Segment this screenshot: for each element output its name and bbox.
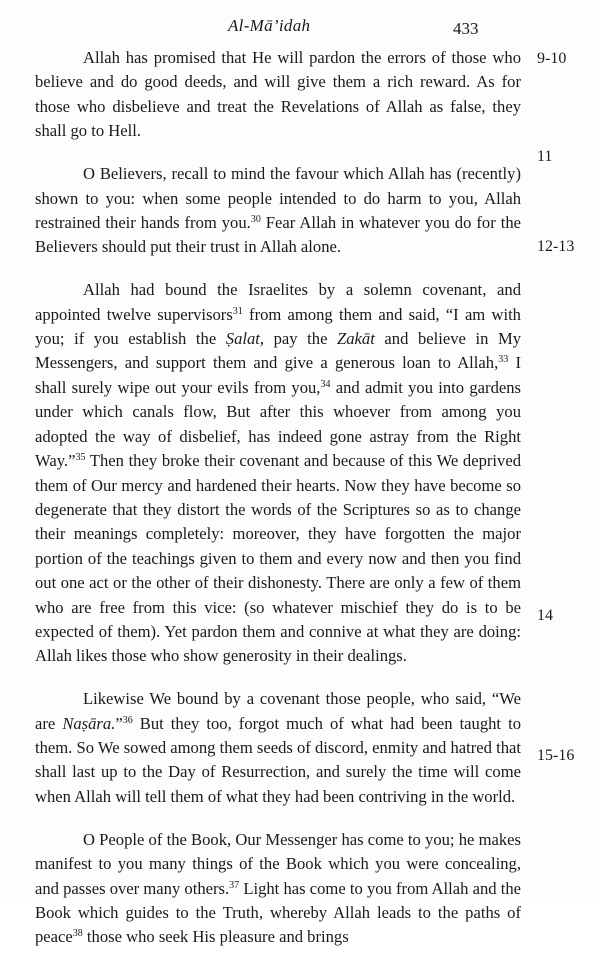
paragraph-text: Light has come to you from Allah and the Book which guides to the Truth, whereby Allah leads to the paths of peace <box>35 878 521 947</box>
paragraph-text: O Believers, recall to mind the favour which Allah has (recently) shown to you: when some people intended to do harm to you, Allah restrained their hands from you. <box>35 164 521 232</box>
paragraph-text: Then they broke their covenant and because of this We deprived them of Our mercy and hardened their hearts. Now they have become so degenerate that they distort the words of the Scriptures so as to change their meanings completely: moreover, they have forgotten the major portion of the teachings given to them and every now and then you find out one act or the other of their dishonesty. There are only a few of them who are free from this vice: (so whatever mischief they do is to be expected of them). Yet pardon them and connive at what they are doing: Allah likes those who show generosity in their dealings. <box>35 451 521 666</box>
paragraph-verses-15-16 <box>35 828 521 950</box>
paragraph-text: those who seek His pleasure and brings <box>82 927 349 947</box>
paragraph-text: and believe in My Messengers, and support them and give a generous loan to Allah, <box>35 329 521 373</box>
paragraph-text: ” <box>115 713 123 733</box>
footnote-marker: 36 <box>122 714 133 726</box>
footnote-marker: 38 <box>72 928 83 940</box>
paragraph-text: pay the <box>264 329 338 349</box>
paragraph-verse-11 <box>35 162 521 260</box>
verse-ref-14: 14 <box>537 607 553 624</box>
verse-ref-9-10: 9-10 <box>537 50 567 67</box>
running-head-surah-title: Al-Mā’idah <box>228 16 311 35</box>
verse-ref-12-13: 12-13 <box>537 238 575 255</box>
italic-term-nasara: Naṣāra. <box>62 713 116 733</box>
footnote-marker: 31 <box>232 305 243 317</box>
paragraph-text: Allah has promised that He will pardon the errors of those who believe and do good deeds, and will give them a rich reward. As for those who disbelieve and treat the Revelations of Allah as false, they shall go to Hell. <box>35 48 521 141</box>
footnote-marker: 35 <box>75 452 86 464</box>
page-number: 433 <box>453 19 479 38</box>
footnote-marker: 34 <box>320 378 331 390</box>
paragraph-text: from among them and said, “I am with you; if you establish the <box>35 304 521 349</box>
paragraph-verses-12-13 <box>35 278 521 669</box>
verse-ref-11: 11 <box>537 148 553 165</box>
paragraph-text: But they too, forgot much of what had been taught to them. So We sowed among them seeds of discord, enmity and hatred that shall last up to the Day of Resurrection, and surely the time will come when Allah will tell them of what they had been contriving in the world. <box>35 713 521 806</box>
footnote-marker: 37 <box>229 879 240 891</box>
paragraph-text: Likewise We bound by a covenant those people, who said, “We are <box>35 689 521 733</box>
paragraph-text: Allah had bound the Israelites by a solemn covenant, and appointed twelve supervisors <box>35 280 521 324</box>
paragraph-text: and admit you into gardens under which canals flow, But after this whoever from among you adopted the way of disbelief, has indeed gone astray from the Right Way.” <box>35 377 521 471</box>
footnote-marker: 33 <box>498 354 509 366</box>
paragraph-verses-9-10 <box>35 46 521 144</box>
translation-text <box>35 46 521 968</box>
paragraph-verse-14 <box>35 687 521 809</box>
paragraph-text: Fear Allah in whatever you do for the Believers should put their trust in Allah alone. <box>35 212 521 257</box>
verse-ref-15-16: 15-16 <box>537 747 575 764</box>
italic-term-zakat: Zakāt <box>337 329 375 349</box>
paragraph-text: I shall surely wipe out your evils from you, <box>35 353 521 397</box>
footnote-marker: 30 <box>250 213 261 225</box>
italic-term-salat: Ṣalat, <box>225 329 265 349</box>
paragraph-text: O People of the Book, Our Messenger has come to you; he makes manifest to you many things of the Book which you were concealing, and passes over many others. <box>35 829 521 898</box>
